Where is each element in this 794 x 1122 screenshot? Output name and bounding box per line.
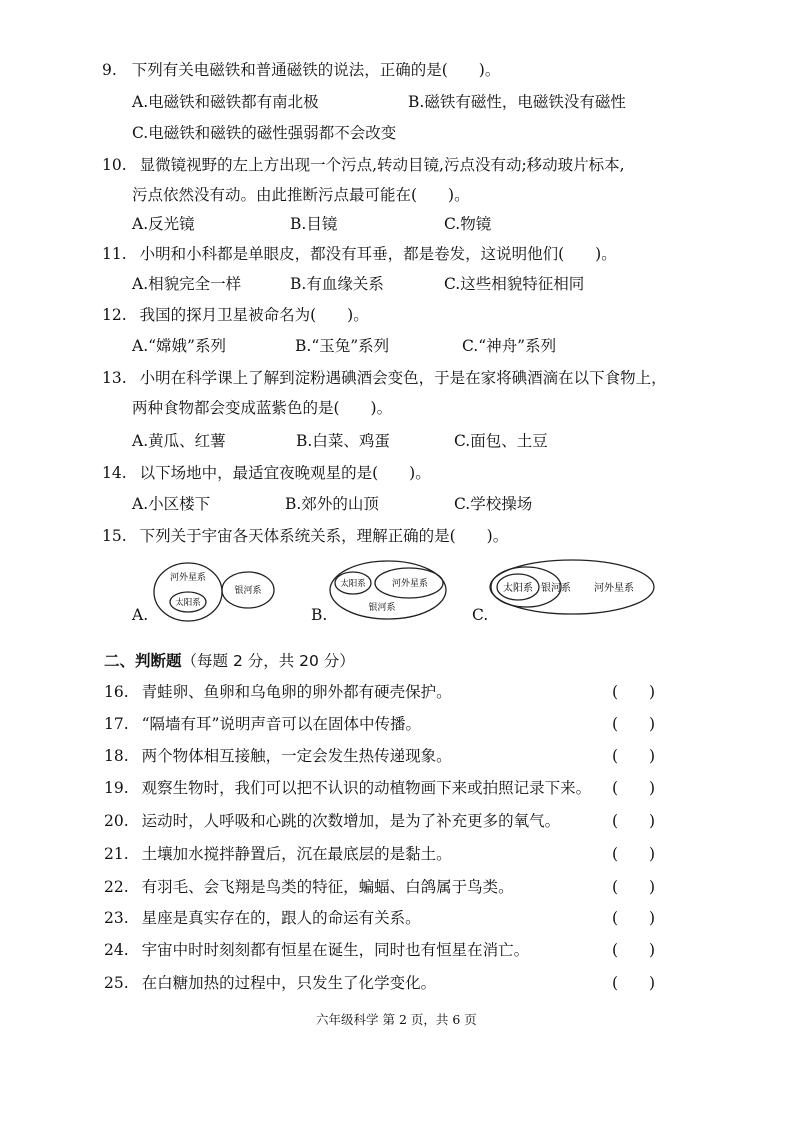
question-number: 10.	[102, 156, 127, 174]
answer-paren[interactable]: ( )	[612, 747, 656, 765]
section-title: 二、判断题	[104, 652, 182, 670]
question-text: 我国的探月卫星被命名为( )。	[139, 306, 369, 324]
question-10	[102, 153, 625, 175]
answer-paren[interactable]: ( )	[612, 974, 656, 992]
question-12	[102, 303, 369, 325]
label-left: 太阳系	[340, 579, 366, 589]
section-note: （每题 2 分，共 20 分）	[181, 652, 355, 670]
option-c: C.“神舟”系列	[462, 337, 557, 355]
question-17	[104, 712, 421, 734]
question-18	[104, 744, 452, 766]
page-footer: 六年级科学 第 2 页，共 6 页	[316, 1012, 477, 1027]
option-c: C.学校操场	[454, 495, 533, 513]
question-21	[104, 842, 452, 864]
answer-paren[interactable]: ( )	[612, 845, 656, 863]
question-number: 9.	[102, 61, 117, 79]
option-a: A.反光镜	[132, 215, 195, 233]
label-mid: 银河系	[541, 583, 571, 594]
question-text-continued: 两种食物都会变成蓝紫色的是( )。	[132, 399, 393, 417]
answer-paren[interactable]: ( )	[612, 909, 656, 927]
question-text: 小明和小科都是单眼皮，都没有耳垂，都是卷发，这说明他们( )。	[139, 245, 617, 263]
question-text: 宇宙中时时刻刻都有恒星在诞生，同时也有恒星在消亡。	[141, 941, 530, 959]
option-b: B.	[311, 606, 328, 624]
galaxy-diagram-a	[148, 560, 288, 628]
question-text: 星座是真实存在的，跟人的命运有关系。	[141, 909, 421, 927]
label-inner: 太阳系	[503, 583, 533, 594]
question-number: 21.	[104, 845, 129, 863]
question-text: 显微镜视野的左上方出现一个污点,转动目镜,污点没有动;移动玻片标本,	[139, 156, 625, 174]
question-number: 24.	[104, 941, 129, 959]
option-b: B.有血缘关系	[290, 275, 384, 293]
question-20	[104, 809, 560, 831]
question-number: 11.	[102, 245, 127, 263]
question-23	[104, 906, 421, 928]
question-16	[104, 680, 452, 702]
question-text: “隔墙有耳”说明声音可以在固体中传播。	[141, 715, 421, 733]
label-inner: 太阳系	[175, 598, 201, 608]
question-number: 20.	[104, 812, 129, 830]
option-c: C.物镜	[444, 215, 492, 233]
option-b: B.目镜	[290, 215, 338, 233]
question-number: 22.	[104, 878, 129, 896]
question-number: 15.	[102, 527, 127, 545]
question-15	[102, 524, 508, 546]
option-a: A.相貌完全一样	[132, 275, 242, 293]
option-c: C.这些相貌特征相同	[444, 275, 585, 293]
question-13	[102, 366, 667, 388]
question-text: 两个物体相互接触，一定会发生热传递现象。	[141, 747, 452, 765]
question-text: 在白糖加热的过程中，只发生了化学变化。	[141, 974, 437, 992]
question-number: 25.	[104, 974, 129, 992]
option-c: C.电磁铁和磁铁的磁性强弱都不会改变	[132, 124, 397, 142]
galaxy-diagram-b	[326, 558, 466, 624]
question-number: 16.	[104, 683, 129, 701]
answer-paren[interactable]: ( )	[612, 941, 656, 959]
option-b: B.郊外的山顶	[285, 495, 379, 513]
question-number: 23.	[104, 909, 129, 927]
option-a: A.小区楼下	[132, 495, 211, 513]
option-a: A.“嫦娥”系列	[132, 337, 226, 355]
question-number: 18.	[104, 747, 129, 765]
option-b: B.磁铁有磁性，电磁铁没有磁性	[408, 93, 626, 111]
option-c: C.	[472, 606, 489, 624]
question-text: 青蛙卵、鱼卵和乌龟卵的卵外都有硬壳保护。	[141, 683, 452, 701]
question-text: 有羽毛、会飞翔是鸟类的特征，蝙蝠、白鸽属于鸟类。	[141, 878, 514, 896]
galaxy-diagram-c	[488, 558, 660, 618]
answer-paren[interactable]: ( )	[612, 683, 656, 701]
option-a: A.电磁铁和磁铁都有南北极	[132, 93, 319, 111]
question-11	[102, 242, 617, 264]
label-outer: 河外星系	[594, 583, 634, 594]
answer-paren[interactable]: ( )	[612, 779, 656, 797]
section-heading	[104, 649, 355, 671]
label-outer: 河外星系	[169, 573, 207, 583]
question-number: 13.	[102, 369, 127, 387]
question-14	[102, 461, 431, 483]
question-text: 观察生物时，我们可以把不认识的动植物画下来或拍照记录下来。	[141, 779, 592, 797]
answer-paren[interactable]: ( )	[612, 878, 656, 896]
option-c: C.面包、土豆	[454, 432, 548, 450]
question-19	[104, 776, 591, 798]
question-22	[104, 875, 514, 897]
option-b: B.白菜、鸡蛋	[296, 432, 390, 450]
question-text: 运动时，人呼吸和心跳的次数增加，是为了补充更多的氧气。	[141, 812, 561, 830]
label-mid: 河外星系	[391, 579, 429, 589]
question-text: 小明在科学课上了解到淀粉遇碘酒会变色，于是在家将碘酒滴在以下食物上，	[139, 369, 667, 387]
option-b: B.“玉兔”系列	[295, 337, 390, 355]
question-text: 下列有关电磁铁和普通磁铁的说法，正确的是( )。	[131, 61, 501, 79]
question-number: 17.	[104, 715, 129, 733]
answer-paren[interactable]: ( )	[612, 715, 656, 733]
question-text: 土壤加水搅拌静置后，沉在最底层的是黏土。	[141, 845, 452, 863]
answer-paren[interactable]: ( )	[612, 812, 656, 830]
question-24	[104, 938, 529, 960]
option-a: A.黄瓜、红薯	[132, 432, 226, 450]
question-text: 以下场地中，最适宜夜晚观星的是( )。	[139, 464, 431, 482]
question-9	[102, 58, 500, 80]
question-25	[104, 971, 436, 993]
label-outer: 银河系	[368, 603, 396, 613]
question-text-continued: 污点依然没有动。由此推断污点最可能在( )。	[132, 186, 470, 204]
question-number: 19.	[104, 779, 129, 797]
question-number: 12.	[102, 306, 127, 324]
question-text: 下列关于宇宙各天体系统关系，理解正确的是( )。	[139, 527, 509, 545]
question-number: 14.	[102, 464, 127, 482]
option-a: A.	[132, 606, 149, 624]
label-right: 银河系	[234, 586, 262, 596]
